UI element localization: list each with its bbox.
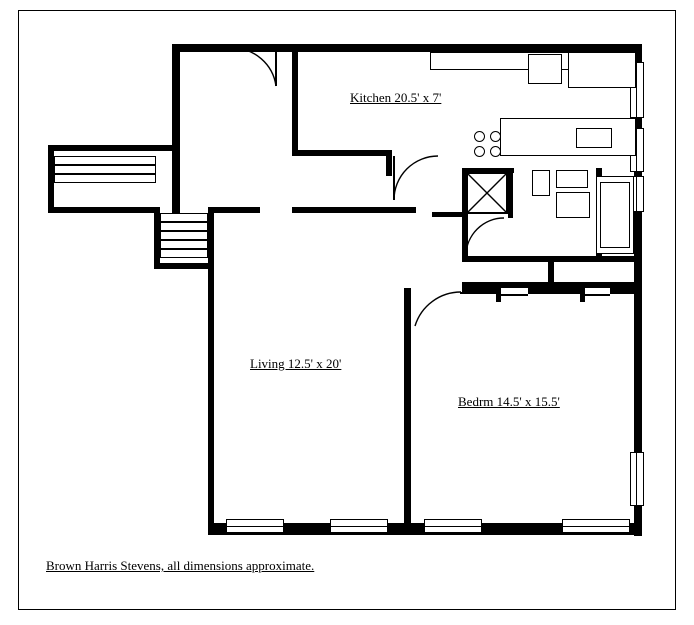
label-kitchen: Kitchen 20.5' x 7'	[350, 90, 442, 105]
entry-step-3	[54, 174, 156, 183]
kitchen-counter-lower	[500, 118, 636, 156]
stair-tread-2	[160, 222, 208, 231]
closet-door-right	[584, 294, 610, 296]
wall-living-door-stub	[404, 288, 411, 322]
door-bedroom	[411, 292, 463, 328]
wall-entry-top	[48, 145, 180, 151]
window-right-4	[630, 452, 644, 506]
doorway-living-top-left	[214, 209, 260, 211]
sink-unit	[556, 192, 590, 218]
door-bath	[466, 218, 506, 258]
stove-burner-2	[490, 131, 501, 142]
wall-kitchen-bottom	[292, 150, 392, 156]
label-bedroom: Bedrm 14.5' x 15.5'	[458, 394, 560, 409]
wall-hall-stub	[432, 212, 464, 217]
window-bottom-3-line	[424, 526, 482, 527]
bathtub-basin	[600, 182, 630, 248]
kitchen-sink	[528, 54, 562, 84]
wall-hall-bottom	[154, 263, 214, 269]
wall-living-mid-stub	[404, 414, 411, 460]
window-right-1-line	[636, 62, 637, 118]
wall-upper-hall-left	[172, 44, 180, 214]
wall-living-right	[404, 290, 411, 535]
kitchen-appliance	[576, 128, 612, 148]
doorway-living-top-right	[348, 209, 394, 211]
window-right-2-line	[636, 128, 637, 172]
window-right-4-line	[636, 452, 637, 506]
wall-bedroom-top-a	[462, 288, 498, 294]
stair-tread-4	[160, 240, 208, 249]
shower-stall	[466, 172, 508, 214]
wall-entry-bottom	[48, 207, 160, 213]
vanity-unit	[556, 170, 588, 188]
window-right-3-line	[636, 176, 637, 212]
window-bottom-4-line	[562, 526, 630, 527]
wall-bath-divider-vert	[548, 256, 554, 288]
toilet-unit	[532, 170, 550, 196]
window-bottom-1-line	[226, 526, 284, 527]
kitchen-counter-right	[568, 52, 636, 88]
stair-tread-3	[160, 231, 208, 240]
stove-burner-4	[490, 146, 501, 157]
window-bottom-2-line	[330, 526, 388, 527]
door-hall-entry	[232, 46, 284, 86]
entry-step-2	[54, 165, 156, 174]
closet-door-left	[500, 294, 528, 296]
door-kitchen	[392, 156, 440, 200]
wall-kitchen-left	[292, 44, 298, 156]
wall-bath-right-vert	[508, 168, 513, 218]
stair-tread-1	[160, 213, 208, 222]
wall-bedroom-top-b	[528, 288, 582, 294]
stair-tread-5	[160, 249, 208, 258]
wall-living-left	[208, 207, 214, 529]
stove-burner-1	[474, 131, 485, 142]
wall-bedroom-top-c	[610, 288, 636, 294]
stove-burner-3	[474, 146, 485, 157]
label-living: Living 12.5' x 20'	[250, 356, 342, 371]
credit-text: Brown Harris Stevens, all dimensions approximate.	[46, 558, 315, 573]
entry-step-1	[54, 156, 156, 165]
